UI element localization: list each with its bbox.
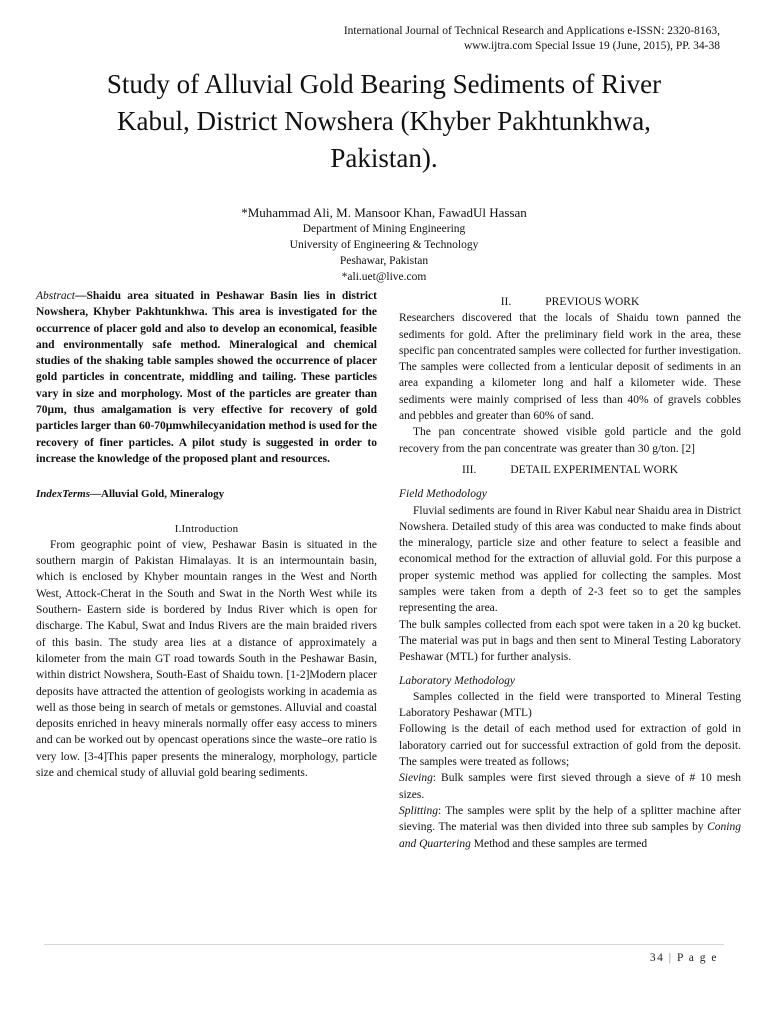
previous-work-paragraph-1: Researchers discovered that the locals of Shaidu town panned the sediments for gold. After the preliminary field work in the area, these specific pan concentrated samples were collected for further investigation. The samples were collected from a lenticular deposit of sediments in an area expanding a kilometer long and half a kilometer wide. These sediments were mainly comprised of less than 40% of gravels cobbles and pebbles and greater than 60% of sand.: [399, 312, 741, 423]
splitting-text: : The samples were split by the help of a splitter machine after sieving. The material was then divided into three sub samples by: [399, 804, 741, 834]
title-line1: Study of Alluvial Gold Bearing Sediments of River: [106, 69, 662, 99]
page-number-separator: |: [664, 952, 677, 964]
affiliation-city: Peshawar, Pakistan: [339, 255, 429, 267]
experimental-heading: [399, 462, 741, 478]
index-terms: [36, 486, 377, 502]
previous-work-title: PREVIOUS WORK: [545, 296, 640, 308]
page-number: [650, 952, 718, 964]
lab-paragraph-1: Samples collected in the field were transported to Mineral Testing Laboratory Peshawar (MTL): [399, 690, 741, 720]
footer-divider: [44, 944, 724, 945]
left-column: [36, 288, 377, 781]
right-column: [399, 294, 741, 852]
previous-work-paragraph-2: The pan concentrate showed visible gold particle and the gold recovery from the pan concentrate was greater than 30 g/ton. [2]: [399, 426, 741, 455]
authors: *Muhammad Ali, M. Mansoor Khan, FawadUl Hassan: [241, 205, 527, 220]
abstract: [36, 288, 377, 467]
laboratory-methodology-heading: Laboratory Methodology: [399, 674, 515, 687]
experimental-number: III.: [461, 463, 477, 476]
affiliation-email: *ali.uet@live.com: [341, 271, 427, 283]
coning-label: Coning and Quartering: [399, 821, 741, 850]
field-paragraph-2: The bulk samples collected from each spot were taken in a 20 kg bucket. The material was put in bags and then sent to Mineral Testing Laboratory Peshawar (MTL) for further analysis.: [399, 618, 741, 664]
previous-work-heading: [399, 294, 741, 310]
journal-header-line2: www.ijtra.com Special Issue 19 (June, 2015), PP. 34-38: [463, 40, 720, 52]
index-terms-text: —Alluvial Gold, Mineralogy: [90, 488, 225, 501]
abstract-text: —Shaidu area situated in Peshawar Basin lies in district Nowshera, Khyber Pakhtunkhwa. This area is investigated for the occurrence of placer gold and also to develop an economical, feasible and environmentally safe method. Mineralogical and chemical studies of the shaking table samples showed the occurrence of placer gold particles in concentrate, middling and tailing. These particles vary in size and morphology. Most of the particles are greater than 70µm, thus amalgamation is very effective for recovery of gold particles larger than 60-70µmwhilecyanidation method is used for the recovery of finer particles. A pilot study is suggested in order to increase the knowledge of the proposed plant and resources.: [36, 290, 377, 465]
splitting-paragraph: [399, 803, 741, 852]
splitting-tail: Method and these samples are termed: [470, 837, 648, 850]
title-line2: Kabul, District Nowshera (Khyber Pakhtunkhwa,: [117, 106, 651, 136]
intro-paragraph: From geographic point of view, Peshawar Basin is situated in the southern margin of Pakistan Himalayas. It is an intermountain basin, which is enclosed by Khyber mountain ranges in the West and North West, Attock-Cherat in the South and Swat in the North West while its Southern- Eastern side is bordered by Indus River which is open for discharge. The Kabul, Swat and Indus Rivers are the main braided rivers of this basin. The study area lies at a distance of approximately a kilometer from the main GT road towards South in the Peshawar Basin, within district Nowshera, South-East of Shaidu town. [1-2]Modern placer deposits have attracted the attention of geologists working in academia as well as those being in search of metals or gemstones. Alluvial and coastal deposits enriched in heavy minerals normally offer easy access to miners and can be worked out by opencast operations since the waste–ore ratio is very low. [3-4]This paper presents the mineralogy, morphology, particle size and chemical study of alluvial gold bearing sediments.: [36, 538, 377, 780]
page-label: P a g e: [676, 952, 718, 964]
journal-header-line1: International Journal of Technical Research and Applications e-ISSN: 2320-8163,: [343, 25, 720, 37]
sieving-label: Sieving: [399, 772, 433, 785]
title-line3: Pakistan).: [330, 143, 438, 173]
splitting-label: Splitting: [399, 804, 438, 817]
sieving-paragraph: [399, 770, 741, 803]
index-terms-label: IndexTerms: [36, 488, 90, 501]
field-paragraph-1: Fluvial sediments are found in River Kabul near Shaidu area in District Nowshera. Detailed study of this area was conducted to make finds about the mineralogy, particle size and other feature to select a feasible and economical method for the extraction of alluvial gold. For this purpose a proper systemic method was applied for collecting the samples. Most samples were taken from a depth of 2-3 feet so to get the samples representing the area.: [399, 504, 741, 615]
page-number-value: 34: [649, 952, 665, 964]
lab-paragraph-2: Following is the detail of each method used for extraction of gold in laboratory carried out for successful extraction of gold from the deposit. The samples were treated as follows;: [399, 723, 741, 769]
sieving-text: : Bulk samples were first sieved through a sieve of # 10 mesh sizes.: [399, 772, 741, 801]
affiliation-department: Department of Mining Engineering: [302, 223, 466, 235]
affiliation-university: University of Engineering & Technology: [289, 239, 479, 251]
affiliation: [0, 221, 768, 285]
experimental-title: DETAIL EXPERIMENTAL WORK: [510, 463, 679, 476]
previous-work-number: II.: [500, 296, 512, 308]
abstract-label: Abstract: [36, 290, 75, 302]
intro-heading: I.Introduction: [174, 522, 239, 535]
paper-title: [40, 66, 728, 177]
journal-header: [344, 24, 720, 54]
field-methodology-heading: Field Methodology: [399, 488, 487, 501]
